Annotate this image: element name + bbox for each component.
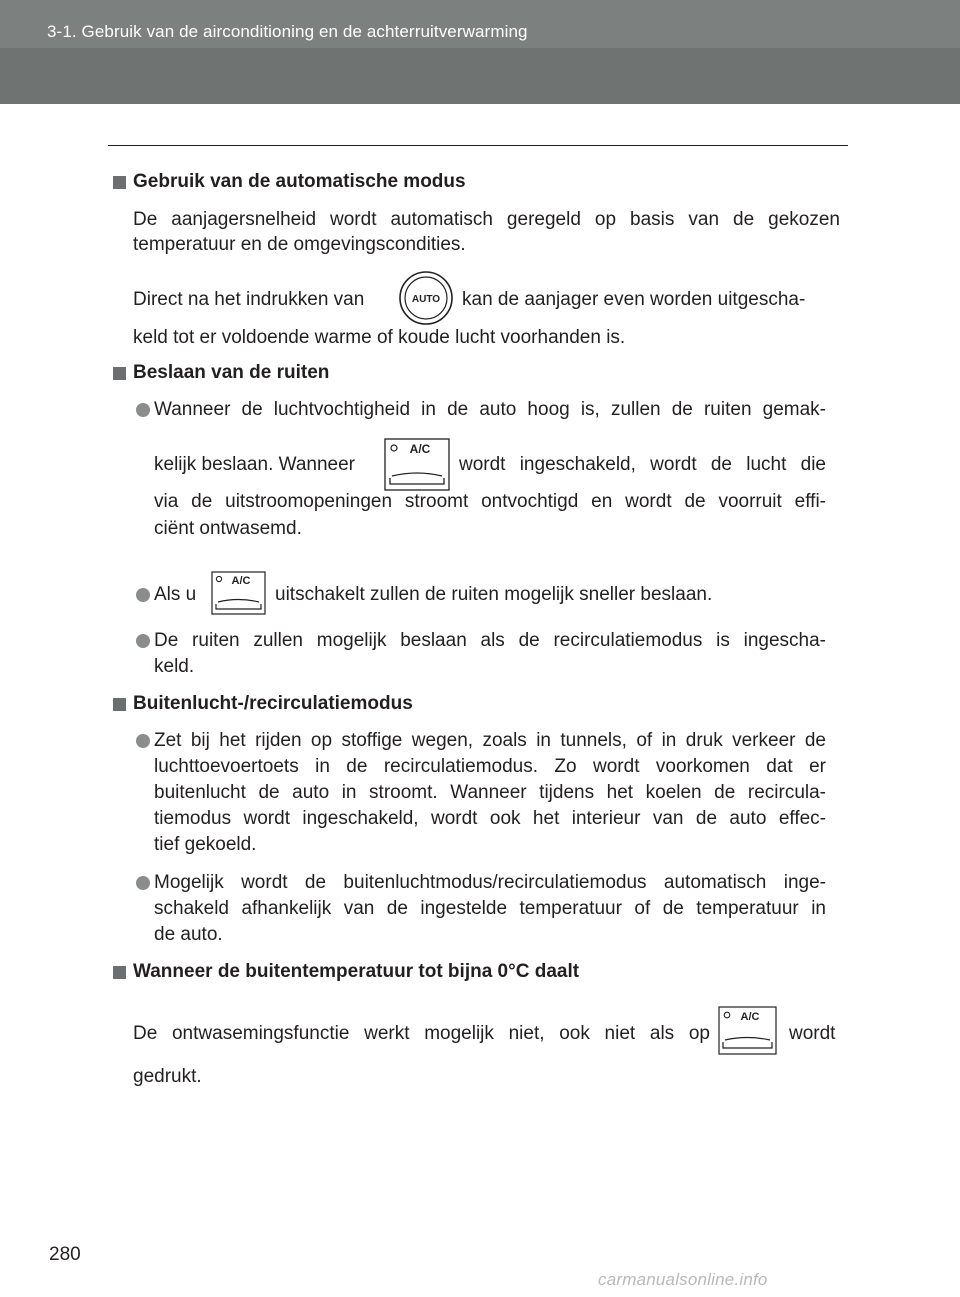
body-line: ciënt ontwasemd. (154, 518, 302, 539)
ac-button-icon (384, 438, 450, 491)
ac-icon-label: A/C (409, 442, 431, 456)
body-line: uitschakelt zullen de ruiten mogelijk sneller beslaan. (275, 584, 713, 605)
body-line: kelijk beslaan. Wanneer (154, 454, 356, 475)
body-line: De ruiten zullen mogelijk beslaan als de recirculatiemodus is ingescha- (154, 630, 826, 651)
section-title: 3-1. Gebruik van de airconditioning en de achterruitverwarming (47, 22, 528, 41)
body-line: De aanjagersnelheid wordt automatisch geregeld op basis van de gekozen (133, 209, 840, 230)
section-marker-icon (113, 367, 126, 380)
ac-button-icon (211, 571, 266, 615)
ac-button-icon (718, 1006, 777, 1055)
page-number: 280 (49, 1244, 81, 1265)
section-heading: Gebruik van de automatische modus (133, 171, 466, 192)
body-line: Direct na het indrukken van (133, 289, 365, 310)
body-line: Wanneer de luchtvochtigheid in de auto hoog is, zullen de ruiten gemak- (154, 399, 826, 420)
body-line: tiemodus wordt ingeschakeld, wordt ook het interieur van de auto effec- (154, 808, 826, 829)
body-line: Mogelijk wordt de buitenluchtmodus/recirculatiemodus automatisch inge- (154, 872, 826, 893)
bullet-icon (136, 734, 150, 748)
section-marker-icon (113, 698, 126, 711)
body-line: de auto. (154, 924, 223, 945)
section-heading: Beslaan van de ruiten (133, 362, 330, 383)
body-line: Zet bij het rijden op stoffige wegen, zoals in tunnels, of in druk verkeer de (154, 730, 826, 751)
auto-button-icon (398, 270, 454, 326)
body-line: gedrukt. (133, 1066, 202, 1087)
ac-icon-label: A/C (740, 1011, 760, 1023)
body-line: luchttoevoertoets in de recirculatiemodus. Zo wordt voorkomen dat er (154, 756, 826, 777)
body-line: keld tot er voldoende warme of koude lucht voorhanden is. (133, 327, 626, 348)
section-heading: Buitenlucht-/recirculatiemodus (133, 693, 413, 714)
bullet-icon (136, 588, 150, 602)
top-rule (108, 145, 848, 146)
body-line: De ontwasemingsfunctie werkt mogelijk niet, ook niet als op (133, 1023, 710, 1044)
bullet-icon (136, 403, 150, 417)
section-marker-icon (113, 966, 126, 979)
bullet-icon (136, 876, 150, 890)
auto-icon-label: AUTO (411, 294, 441, 305)
section-heading: Wanneer de buitentemperatuur tot bijna 0°C daalt (133, 961, 580, 982)
body-line: keld. (154, 656, 195, 677)
body-line: via de uitstroomopeningen stroomt ontvochtigd en wordt de voorruit effi- (154, 491, 826, 512)
section-marker-icon (113, 176, 126, 189)
watermark: carmanualsonline.info (598, 1270, 768, 1289)
bullet-icon (136, 634, 150, 648)
body-line: schakeld afhankelijk van de ingestelde temperatuur of de temperatuur in (154, 898, 826, 919)
body-line: Als u (154, 584, 197, 605)
body-line: kan de aanjager even worden uitgescha- (462, 289, 806, 310)
body-line: tief gekoeld. (154, 834, 257, 855)
ac-icon-label: A/C (231, 575, 251, 587)
body-line: temperatuur en de omgevingscondities. (133, 234, 466, 255)
body-line: buitenlucht de auto in stroomt. Wanneer tijdens het koelen de recircula- (154, 782, 826, 803)
body-line: wordt ingeschakeld, wordt de lucht die (459, 454, 826, 475)
body-line: wordt (789, 1023, 836, 1044)
